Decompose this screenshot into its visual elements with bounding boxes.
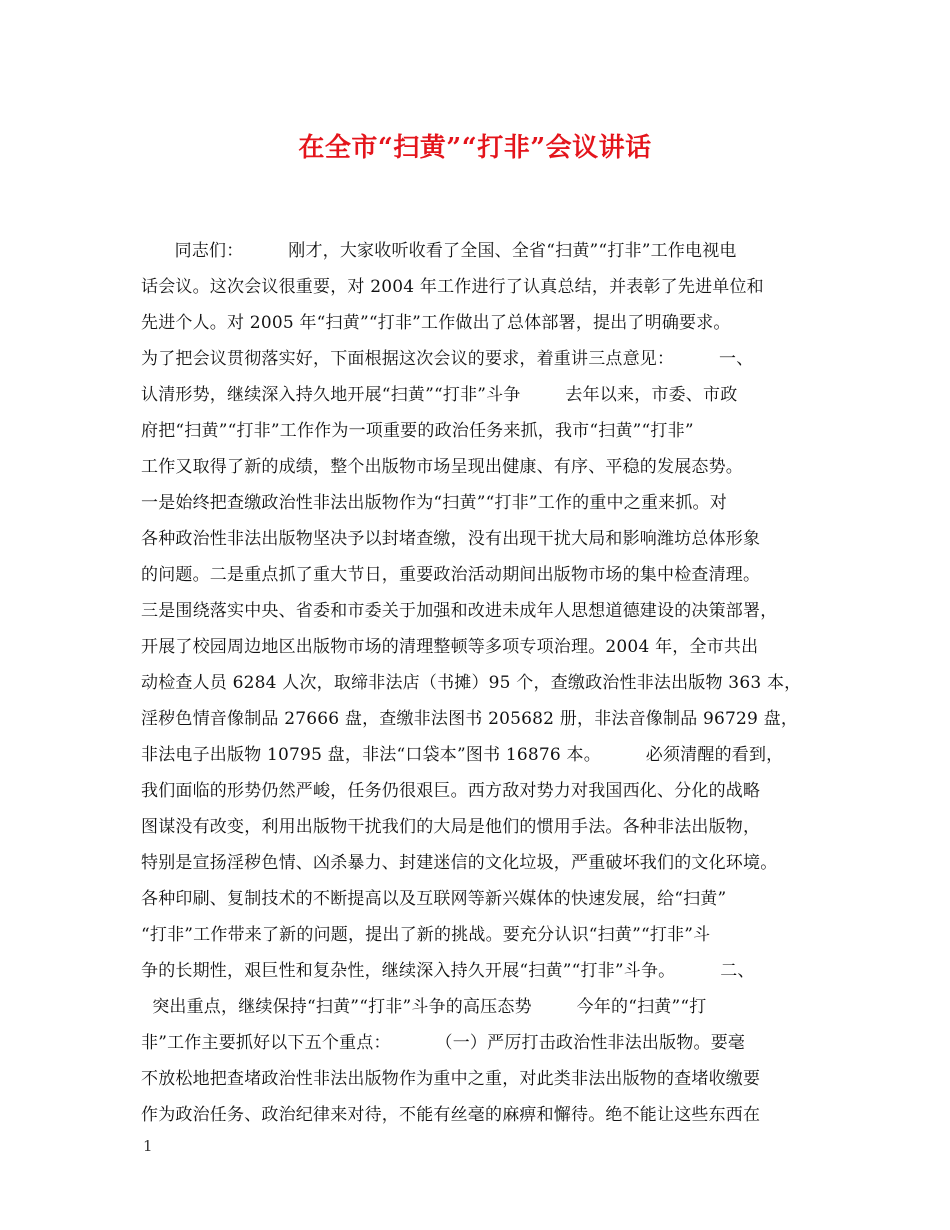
page-number: 1 xyxy=(143,1137,153,1155)
body-line: 工作又取得了新的成绩，整个出版物市场呈现出健康、有序、平稳的发展态势。 xyxy=(141,457,743,477)
body-line: 开展了校园周边地区出版物市场的清理整顿等多项专项治理。2004 年，全市共出 xyxy=(141,637,759,657)
body-line: 先进个人。对 2005 年“扫黄”“打非”工作做出了总体部署，提出了明确要求。 xyxy=(141,313,731,333)
body-line: 淫秽色情音像制品 27666 盘，查缴非法图书 205682 册，非法音像制品 96729 盘， xyxy=(141,709,799,729)
body-line: 不放松地把查堵政治性非法出版物作为重中之重，对此类非法出版物的查堵收缴要 xyxy=(141,1069,761,1089)
body-line: 作为政治任务、政治纪律来对待，不能有丝毫的麻痹和懈待。绝不能让这些东西在 xyxy=(141,1105,761,1125)
body-text xyxy=(141,233,821,1133)
body-line: 各种印刷、复制技术的不断提高以及互联网等新兴媒体的快速发展，给“扫黄” xyxy=(141,889,727,909)
page-title: 在全市“扫黄”“打非”会议讲话 xyxy=(298,133,652,163)
body-line: 非”工作主要抓好以下五个重点： （一）严厉打击政治性非法出版物。要毫 xyxy=(141,1033,746,1053)
body-line: 突出重点，继续保持“扫黄”“打非”斗争的高压态势 今年的“扫黄”“打 xyxy=(141,997,707,1017)
body-line: 图谋没有改变，利用出版物干扰我们的大局是他们的惯用手法。各种非法出版物， xyxy=(141,817,761,837)
body-line: 动检查人员 6284 人次，取缔非法店（书摊）95 个，查缴政治性非法出版物 363 本， xyxy=(141,673,802,693)
body-line: 一是始终把查缴政治性非法出版物作为“扫黄”“打非”工作的重中之重来抓。对 xyxy=(141,493,727,513)
body-line: 我们面临的形势仍然严峻，任务仍很艰巨。西方敌对势力对我国西化、分化的战略 xyxy=(141,781,761,801)
body-line: 话会议。这次会议很重要，对 2004 年工作进行了认真总结，并表彰了先进单位和 xyxy=(141,277,764,297)
body-line: 同志们： 刚才，大家收听收看了全国、全省“扫黄”“打非”工作电视电 xyxy=(141,241,737,261)
body-line: 三是围绕落实中央、省委和市委关于加强和改进未成年人思想道德建设的决策部署， xyxy=(141,601,778,621)
body-line: 非法电子出版物 10795 盘，非法“口袋本”图书 16876 本。 必须清醒的看到， xyxy=(141,745,784,765)
body-line: 各种政治性非法出版物坚决予以封堵查缴，没有出现干扰大局和影响潍坊总体形象 xyxy=(141,529,761,549)
body-line: “打非”工作带来了新的问题，提出了新的挑战。要充分认识“扫黄”“打非”斗 xyxy=(141,925,711,945)
body-line: 为了把会议贯彻落实好，下面根据这次会议的要求，着重讲三点意见： 一、 xyxy=(141,349,754,369)
body-line: 特别是宣扬淫秽色情、凶杀暴力、封建迷信的文化垃圾，严重破坏我们的文化环境。 xyxy=(141,853,778,873)
body-line: 争的长期性，艰巨性和复杂性，继续深入持久开展“扫黄”“打非”斗争。 二、 xyxy=(141,961,755,981)
body-line: 府把“扫黄”“打非”工作作为一项重要的政治任务来抓，我市“扫黄”“打非” xyxy=(141,421,694,441)
body-line: 的问题。二是重点抓了重大节日，重要政治活动期间出版物市场的集中检查清理。 xyxy=(141,565,761,585)
body-line: 认清形势，继续深入持久地开展“扫黄”“打非”斗争 去年以来，市委、市政 xyxy=(141,385,738,405)
